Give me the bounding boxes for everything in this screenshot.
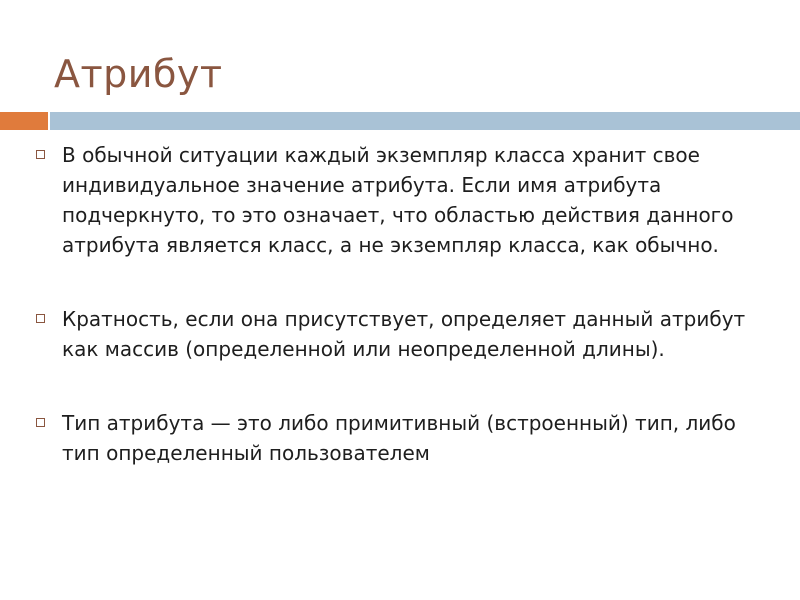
bullet-item [36, 304, 766, 364]
bullet-text: В обычной ситуации каждый экземпляр класса хранит свое индивидуальное значение атрибута. Если имя атрибута подчеркнуто, то это означает, что областью действия данного атрибута является класс, а не экземпляр класса, как обычно. [62, 143, 734, 257]
bullet-list [36, 140, 766, 468]
accent-bar [0, 112, 48, 130]
bullet-item [36, 140, 766, 260]
slide-title: Атрибут [54, 52, 223, 96]
hollow-square-bullet-icon [36, 314, 45, 323]
bullet-text: Кратность, если она присутствует, определяет данный атрибут как массив (определенной или неопределенной длины). [62, 307, 746, 361]
bullet-text: Тип атрибута — это либо примитивный (встроенный) тип, либо тип определенный пользователем [62, 411, 736, 465]
hollow-square-bullet-icon [36, 150, 45, 159]
hollow-square-bullet-icon [36, 418, 45, 427]
bullet-item [36, 408, 766, 468]
title-divider-bar [50, 112, 800, 130]
